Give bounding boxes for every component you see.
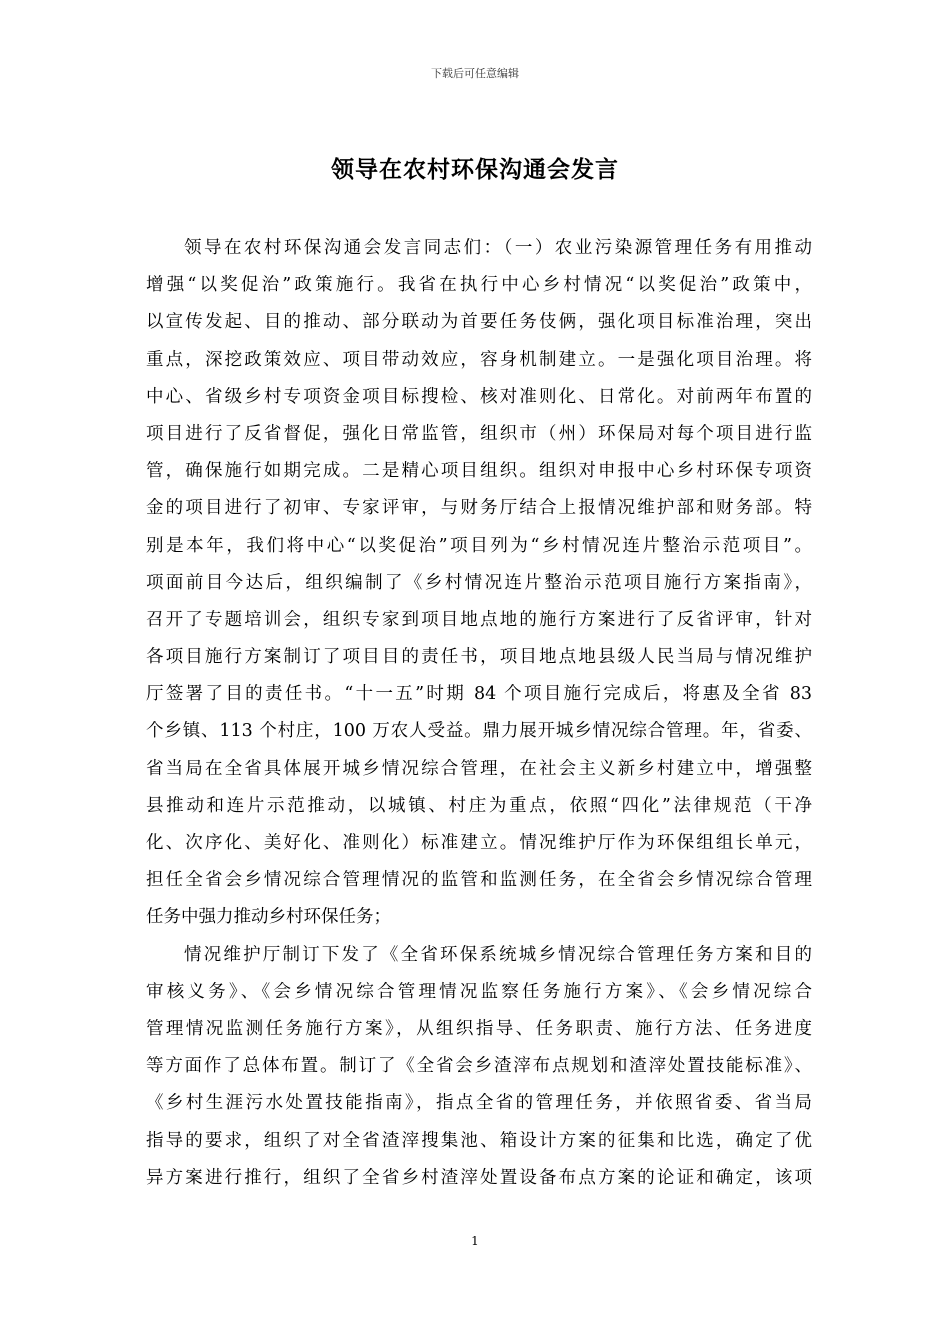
text-line: 化、次序化、美好化、准则化）标准建立。情况维护厅作为环保组组长单元， (146, 833, 812, 853)
text-line: 指导的要求，组织了对全省渣滓搜集池、箱设计方案的征集和比选，确定了优 (146, 1130, 812, 1151)
document-title: 领导在农村环保沟通会发言 (331, 156, 619, 183)
text-line: 县推动和连片示范推动，以城镇、村庄为重点，依照“四化”法律规范（干净 (146, 795, 812, 816)
text-line: 担任全省会乡情况综合管理情况的监管和监测任务，在全省会乡情况综合管理 (146, 870, 812, 891)
page-number: 1 (471, 1234, 479, 1248)
text-line: 召开了专题培训会，组织专家到项目地点地的施行方案进行了反省评审，针对 (146, 609, 812, 630)
text-line: 管，确保施行如期完成。二是精心项目组织。组织对申报中心乡村环保专项资 (146, 461, 812, 482)
text-line: 厅签署了目的责任书。“十一五”时期 84 个项目施行完成后，将惠及全省 83 (146, 684, 812, 705)
text-line: 别是本年，我们将中心“以奖促治”项目列为“乡村情况连片整治示范项目”。 (146, 535, 812, 556)
text-line: 任务中强力推动乡村环保任务； (146, 907, 391, 928)
text-line: 项面前目今达后，组织编制了《乡村情况连片整治示范项目施行方案指南》， (146, 572, 812, 593)
text-line: 中心、省级乡村专项资金项目标搜检、核对准则化、日常化。对前两年布置的 (146, 386, 812, 407)
text-line: 《乡村生涯污水处置技能指南》，指点全省的管理任务，并依照省委、省当局 (146, 1093, 812, 1114)
text-line: 审核义务》、《会乡情况综合管理情况监察任务施行方案》、《会乡情况综合 (146, 981, 812, 1002)
text-line: 增强“以奖促治”政策施行。我省在执行中心乡村情况“以奖促治”政策中， (146, 275, 812, 296)
text-line: 省当局在全省具体展开城乡情况综合管理，在社会主义新乡村建立中，增强整 (146, 758, 812, 779)
text-line: 情况维护厅制订下发了《全省环保系统城乡情况综合管理任务方案和目的 (184, 944, 812, 965)
text-line: 各项目施行方案制订了项目目的责任书，项目地点地县级人民当局与情况维护 (146, 647, 812, 668)
text-line: 项目进行了反省督促，强化日常监管，组织市（州）环保局对每个项目进行监 (146, 423, 812, 444)
paragraph-1 (146, 230, 812, 937)
text-line: 个乡镇、113 个村庄，100 万农人受益。鼎力展开城乡情况综合管理。年，省委、 (146, 721, 812, 742)
paragraph-2 (146, 937, 812, 1197)
text-line: 等方面作了总体布置。制订了《全省会乡渣滓布点规划和渣滓处置技能标准》、 (146, 1056, 812, 1077)
text-line: 重点，深挖政策效应、项目带动效应，容身机制建立。一是强化项目治理。将 (146, 349, 812, 370)
document-body (146, 230, 812, 1197)
page-header: 下载后可任意编辑 (431, 67, 519, 80)
text-line: 异方案进行推行，组织了全省乡村渣滓处置设备布点方案的论证和确定，该项 (146, 1167, 812, 1188)
text-line: 以宣传发起、目的推动、部分联动为首要任务伎俩，强化项目标准治理，突出 (146, 312, 812, 333)
text-line: 领导在农村环保沟通会发言同志们：（一）农业污染源管理任务有用推动 (184, 238, 812, 258)
text-line: 金的项目进行了初审、专家评审，与财务厅结合上报情况维护部和财务部。特 (146, 498, 812, 519)
text-line: 管理情况监测任务施行方案》，从组织指导、任务职责、施行方法、任务进度 (146, 1018, 812, 1039)
